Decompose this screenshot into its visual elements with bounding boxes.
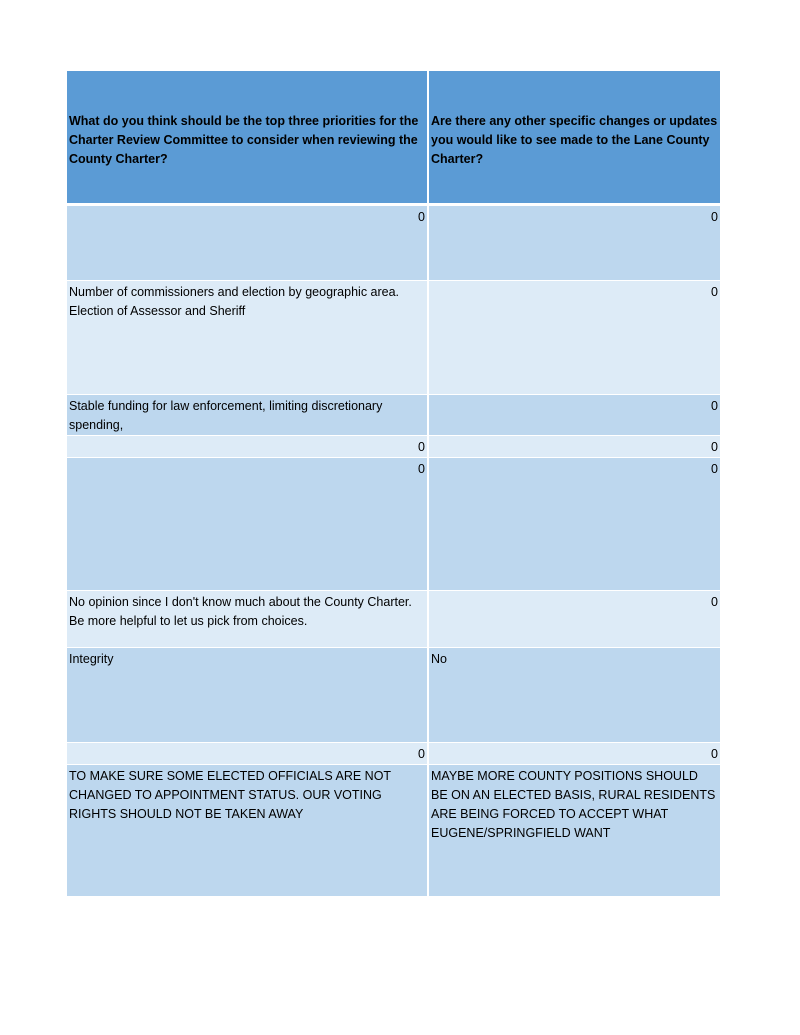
table-row (67, 435, 720, 457)
changes-cell: 0 (428, 394, 720, 435)
priorities-cell: Stable funding for law enforcement, limiting discretionary spending, (67, 394, 428, 435)
changes-cell: 0 (428, 280, 720, 394)
table-row (67, 764, 720, 896)
table-row (67, 647, 720, 742)
changes-cell: 0 (428, 742, 720, 764)
table-row (67, 590, 720, 647)
changes-cell: 0 (428, 590, 720, 647)
priorities-cell: No opinion since I don't know much about the County Charter. Be more helpful to let us pick from choices. (67, 590, 428, 647)
priorities-cell: Number of commissioners and election by geographic area. Election of Assessor and Sheriff (67, 280, 428, 394)
table-row (67, 457, 720, 590)
header-changes: Are there any other specific changes or updates you would like to see made to the Lane County Charter? (428, 71, 720, 204)
priorities-cell: 0 (67, 742, 428, 764)
header-row (67, 71, 720, 204)
priorities-cell: 0 (67, 435, 428, 457)
survey-table (67, 71, 720, 897)
table-row (67, 394, 720, 435)
changes-cell: No (428, 647, 720, 742)
priorities-cell: 0 (67, 204, 428, 280)
changes-cell: 0 (428, 457, 720, 590)
changes-cell: 0 (428, 435, 720, 457)
priorities-cell: TO MAKE SURE SOME ELECTED OFFICIALS ARE NOT CHANGED TO APPOINTMENT STATUS. OUR VOTING RIGHTS SHOULD NOT BE TAKEN AWAY (67, 764, 428, 896)
header-priorities: What do you think should be the top three priorities for the Charter Review Committee to consider when reviewing the County Charter? (67, 71, 428, 204)
priorities-cell: 0 (67, 457, 428, 590)
table-row (67, 204, 720, 280)
changes-cell: 0 (428, 204, 720, 280)
priorities-cell: Integrity (67, 647, 428, 742)
table-row (67, 742, 720, 764)
table-row (67, 280, 720, 394)
changes-cell: MAYBE MORE COUNTY POSITIONS SHOULD BE ON AN ELECTED BASIS, RURAL RESIDENTS ARE BEING FORCED TO ACCEPT WHAT EUGENE/SPRINGFIELD WANT (428, 764, 720, 896)
